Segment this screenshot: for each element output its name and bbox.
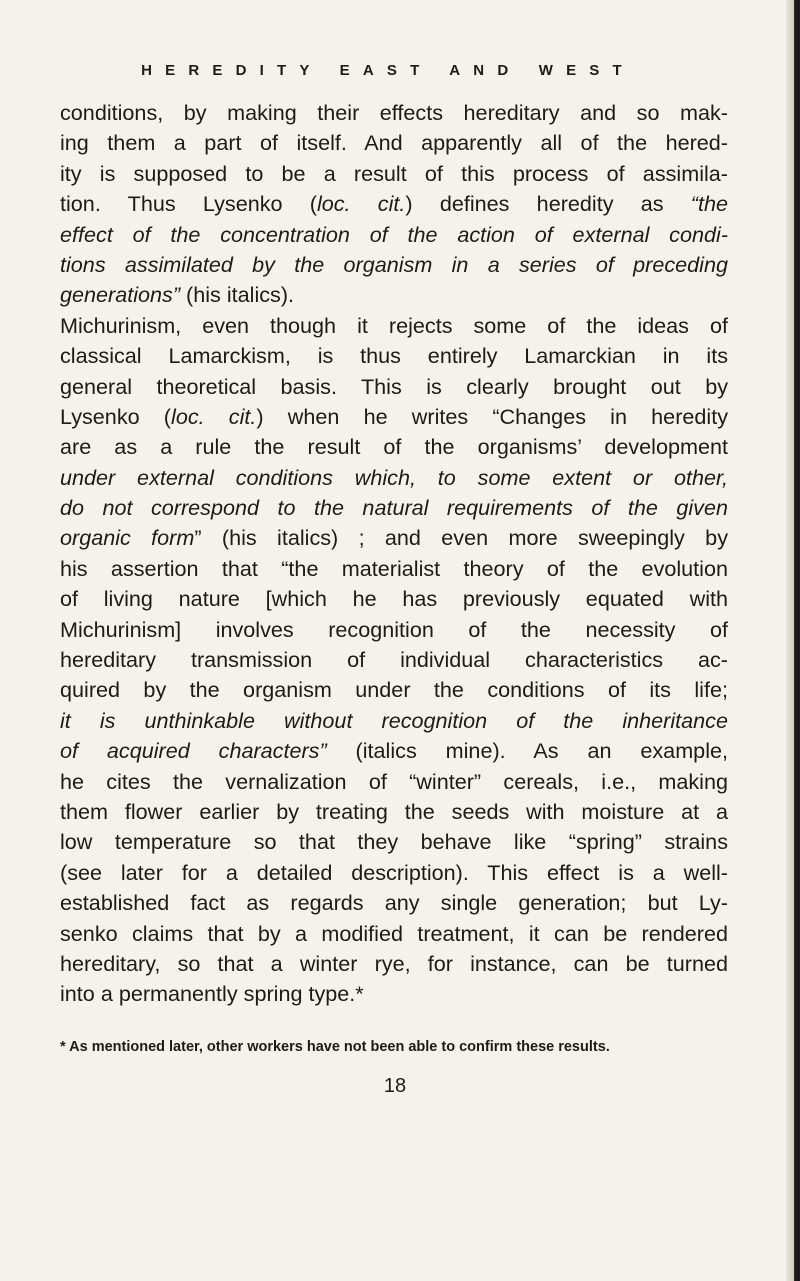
text-line bbox=[60, 372, 728, 402]
italic-text: effect of the concentration of the action of external condi- bbox=[60, 221, 728, 247]
running-head: HEREDITY EAST AND WEST bbox=[141, 62, 635, 79]
text-run: ity is supposed to be a result of this process of assimila- bbox=[60, 160, 728, 186]
text-line bbox=[60, 280, 728, 310]
text-run: ) defines heredity as bbox=[405, 191, 691, 217]
text-line bbox=[60, 463, 728, 493]
text-line bbox=[60, 159, 728, 189]
text-run: general theoretical basis. This is clearly brought out by bbox=[60, 373, 728, 399]
text-run: he cites the vernalization of “winter” cereals, i.e., making bbox=[60, 768, 728, 794]
body-text bbox=[60, 98, 728, 1010]
text-run: his assertion that “the materialist theory of the evolution bbox=[60, 555, 728, 581]
text-run: (his italics). bbox=[180, 282, 295, 308]
text-line bbox=[60, 493, 728, 523]
text-line bbox=[60, 523, 728, 553]
italic-text: do not correspond to the natural requirements of the given bbox=[60, 495, 728, 521]
text-line bbox=[60, 98, 728, 128]
text-line bbox=[60, 554, 728, 584]
text-run: classical Lamarckism, is thus entirely Lamarckian in its bbox=[60, 343, 728, 369]
text-line bbox=[60, 979, 728, 1009]
text-run: hereditary, so that a winter rye, for instance, can be turned bbox=[60, 950, 728, 976]
italic-text: loc. cit. bbox=[171, 403, 257, 429]
text-line bbox=[60, 706, 728, 736]
italic-text: “the bbox=[690, 191, 728, 217]
text-line bbox=[60, 584, 728, 614]
text-run: of living nature [which he has previously equated with bbox=[60, 586, 728, 612]
text-run: ing them a part of itself. And apparently all of the hered- bbox=[60, 130, 728, 156]
text-run: hereditary transmission of individual characteristics ac- bbox=[60, 647, 728, 673]
text-run: Michurinism, even though it rejects some of the ideas of bbox=[60, 312, 728, 338]
footnote: * As mentioned later, other workers have not been able to confirm these results. bbox=[60, 1039, 610, 1055]
text-run: conditions, by making their effects hereditary and so mak- bbox=[60, 100, 728, 125]
text-line bbox=[60, 919, 728, 949]
text-run: quired by the organism under the conditions of its life; bbox=[60, 677, 728, 703]
text-line bbox=[60, 949, 728, 979]
italic-text: it is unthinkable without recognition of the inheritance bbox=[60, 707, 728, 733]
italic-text: of acquired characters” bbox=[60, 738, 327, 764]
italic-text: organic form bbox=[60, 525, 195, 551]
text-run: into a permanently spring type.* bbox=[60, 981, 364, 1007]
text-line bbox=[60, 645, 728, 675]
text-line bbox=[60, 189, 728, 219]
text-line bbox=[60, 767, 728, 797]
text-run: Michurinism] involves recognition of the necessity of bbox=[60, 616, 728, 642]
text-line bbox=[60, 858, 728, 888]
text-line bbox=[60, 341, 728, 371]
text-line bbox=[60, 220, 728, 250]
text-line bbox=[60, 736, 728, 766]
page-number: 18 bbox=[383, 1075, 407, 1097]
text-line bbox=[60, 797, 728, 827]
text-run: ) when he writes “Changes in heredity bbox=[256, 403, 728, 429]
text-run: (see later for a detailed description). This effect is a well- bbox=[60, 859, 728, 885]
text-run: (italics mine). As an example, bbox=[326, 738, 728, 764]
text-run: established fact as regards any single generation; but Ly- bbox=[60, 890, 728, 916]
text-line bbox=[60, 402, 728, 432]
text-line bbox=[60, 827, 728, 857]
text-run: Lysenko ( bbox=[60, 403, 172, 429]
text-run: tion. Thus Lysenko ( bbox=[60, 191, 317, 217]
italic-text: tions assimilated by the organism in a series of preceding bbox=[60, 251, 728, 277]
text-run: them flower earlier by treating the seeds with moisture at a bbox=[60, 798, 728, 824]
italic-text: generations” bbox=[60, 282, 181, 308]
text-line bbox=[60, 250, 728, 280]
text-line bbox=[60, 675, 728, 705]
italic-text: under external conditions which, to some extent or other, bbox=[60, 464, 728, 490]
text-line bbox=[60, 888, 728, 918]
text-line bbox=[60, 128, 728, 158]
text-run: senko claims that by a modified treatment, it can be rendered bbox=[60, 920, 728, 946]
text-run: low temperature so that they behave like “spring” strains bbox=[60, 829, 728, 855]
text-line bbox=[60, 432, 728, 462]
italic-text: loc. cit. bbox=[316, 191, 406, 217]
text-run: are as a rule the result of the organisms’ development bbox=[60, 434, 728, 460]
text-line bbox=[60, 311, 728, 341]
text-line bbox=[60, 615, 728, 645]
text-run: ” (his italics) ; and even more sweepingly by bbox=[194, 525, 728, 551]
